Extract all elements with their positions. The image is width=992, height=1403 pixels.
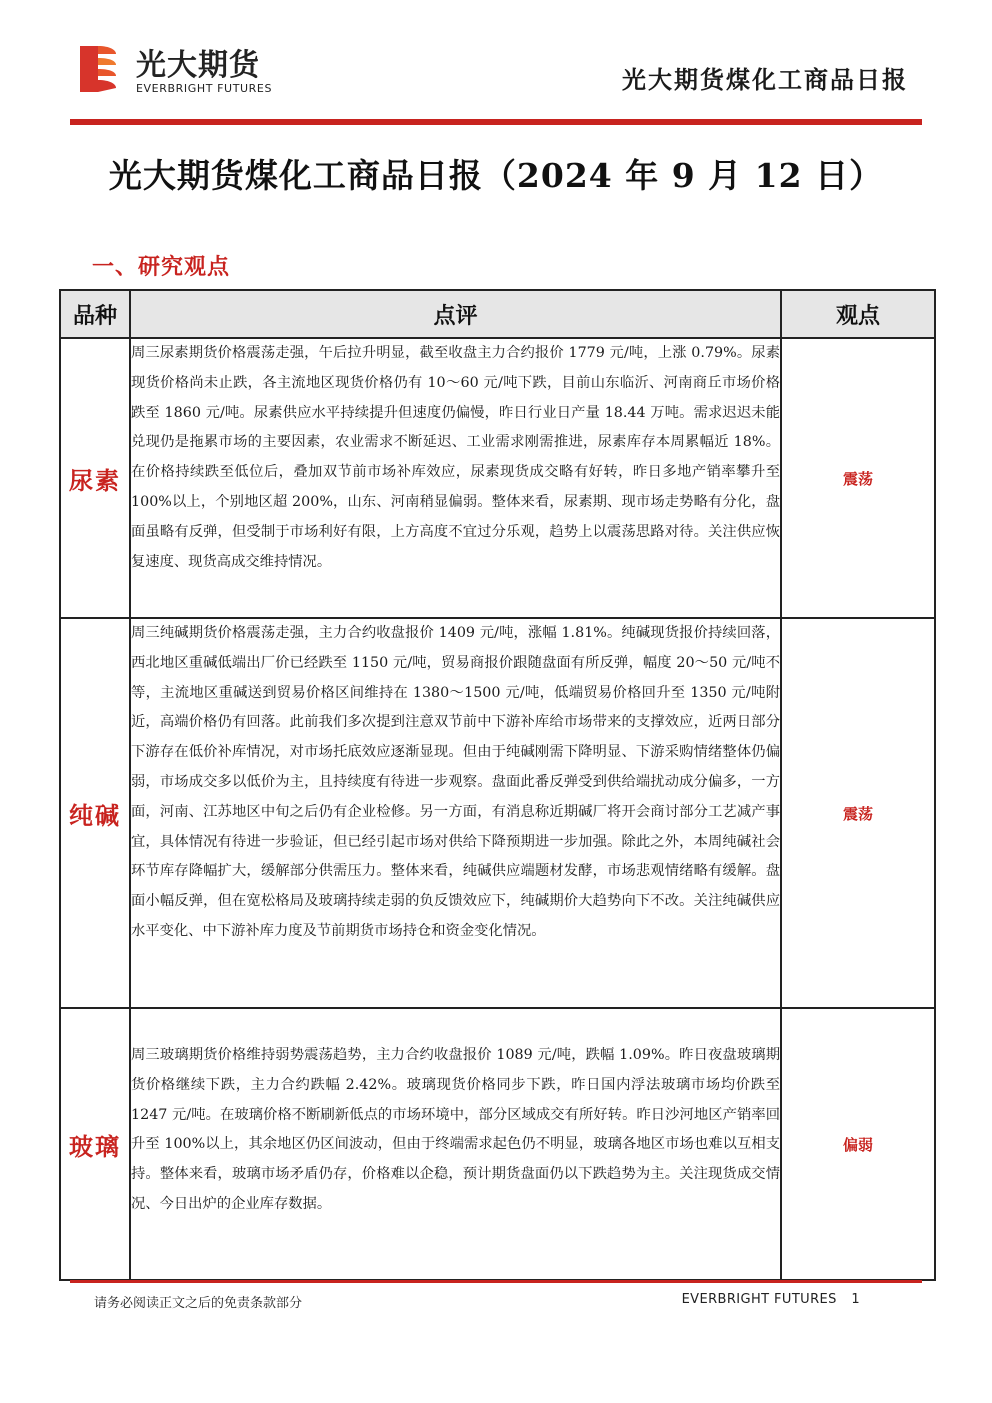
comment-cell: 周三纯碱期货价格震荡走强，主力合约收盘报价 1409 元/吨，涨幅 1.81%。纯碱现货报价持续回落，西北地区重碱低端出厂价已经跌至 1150 元/吨，贸易商报价跟随盘面有所反弹，幅度 20～50 元/吨不等，主流地区重碱送到贸易价格区间维持在 1380～1500 元/吨，低端贸易价格回升至 1350 元/吨附近，高端价格仍有回落。此前我们多次提到注意双节前中下游补库给市场带来的支撑效应，近两日部分下游存在低价补库情况，对市场托底效应逐渐显现。但由于纯碱刚需下降明显、下游采购情绪整体仍偏弱，市场成交多以低价为主，且持续度有待进一步观察。盘面此番反弹受到供给端扰动成分偏多，一方面，河南、江苏地区中旬之后仍有企业检修。另一方面，有消息称近期碱厂将开会商讨部分工艺减产事宜，具体情况有待进一步验证，但已经引起市场对供给下降预期进一步加强。除此之外，本周纯碱社会环节库存降幅扩大，缓解部分供需压力。整体来看，纯碱供应端题材发酵，市场悲观情绪略有缓解。盘面小幅反弹，但在宽松格局及玻璃持续走弱的负反馈效应下，纯碱期价大趋势向下不改。关注纯碱供应水平变化、中下游补库力度及节前期货市场持仓和资金变化情况。 [130, 618, 781, 1008]
section-title: 一、研究观点 [92, 254, 231, 280]
comment-cell: 周三尿素期货价格震荡走强，午后拉升明显，截至收盘主力合约报价 1779 元/吨，上涨 0.79%。尿素现货价格尚未止跌，各主流地区现货价格仍有 10～60 元/吨下跌，目前山东临沂、河南商丘市场价格跌至 1860 元/吨。尿素供应水平持续提升但速度仍偏慢，昨日行业日产量 18.44 万吨。需求迟迟未能兑现仍是拖累市场的主要因素，农业需求不断延迟、工业需求刚需推进，尿素库存本周累幅近 18%。在价格持续跌至低位后，叠加双节前市场补库效应，尿素现货成交略有好转，昨日多地产销率攀升至 100%以上，个别地区超 200%，山东、河南稍显偏弱。整体来看，尿素期、现市场走势略有分化，盘面虽略有反弹，但受制于市场利好有限，上方高度不宜过分乐观，趋势上以震荡思路对待。关注供应恢复速度、现货高成交维持情况。 [130, 338, 781, 618]
header-divider [70, 119, 922, 125]
footer-divider [70, 1280, 922, 1283]
document-title: 光大期货煤化工商品日报（2024 年 9 月 12 日） [108, 156, 884, 195]
page-number: 1 [851, 1292, 860, 1307]
comment-cell: 周三玻璃期货价格维持弱势震荡趋势，主力合约收盘报价 1089 元/吨，跌幅 1.09%。昨日夜盘玻璃期货价格继续下跌，主力合约跌幅 2.42%。玻璃现货价格同步下跌，昨日国内浮法玻璃市场均价跌至 1247 元/吨。在玻璃价格不断刷新低点的市场环境中，部分区域成交有所好转。昨日沙河地区产销率回升至 100%以上，其余地区仍区间波动，但由于终端需求起色仍不明显，玻璃各地区市场也难以互相支持。整体来看，玻璃市场矛盾仍存，价格难以企稳，预计期货盘面仍以下跌趋势为主。关注现货成交情况、今日出炉的企业库存数据。 [130, 1008, 781, 1280]
table-header-row [60, 290, 935, 338]
report-name: 光大期货煤化工商品日报 [622, 65, 908, 94]
everbright-logo-icon [76, 42, 120, 96]
view-cell: 震荡 [781, 618, 935, 1008]
variety-cell: 纯碱 [60, 618, 130, 1008]
column-header-view: 观点 [781, 290, 935, 338]
footer-brand-page [682, 1292, 860, 1307]
table-row [60, 618, 935, 1008]
view-cell: 偏弱 [781, 1008, 935, 1280]
view-cell: 震荡 [781, 338, 935, 618]
column-header-variety: 品种 [60, 290, 130, 338]
logo-chinese: 光大期货 [136, 48, 260, 83]
footer-brand: EVERBRIGHT FUTURES [681, 1292, 837, 1307]
column-header-comment: 点评 [130, 290, 781, 338]
variety-cell: 玻璃 [60, 1008, 130, 1280]
research-view-table [59, 289, 936, 1281]
disclaimer-note: 请务必阅读正文之后的免责条款部分 [94, 1296, 303, 1311]
table-row [60, 338, 935, 618]
table-row [60, 1008, 935, 1280]
page-header [0, 0, 992, 130]
variety-cell: 尿素 [60, 338, 130, 618]
logo-english: EVERBRIGHT FUTURES [136, 82, 273, 95]
